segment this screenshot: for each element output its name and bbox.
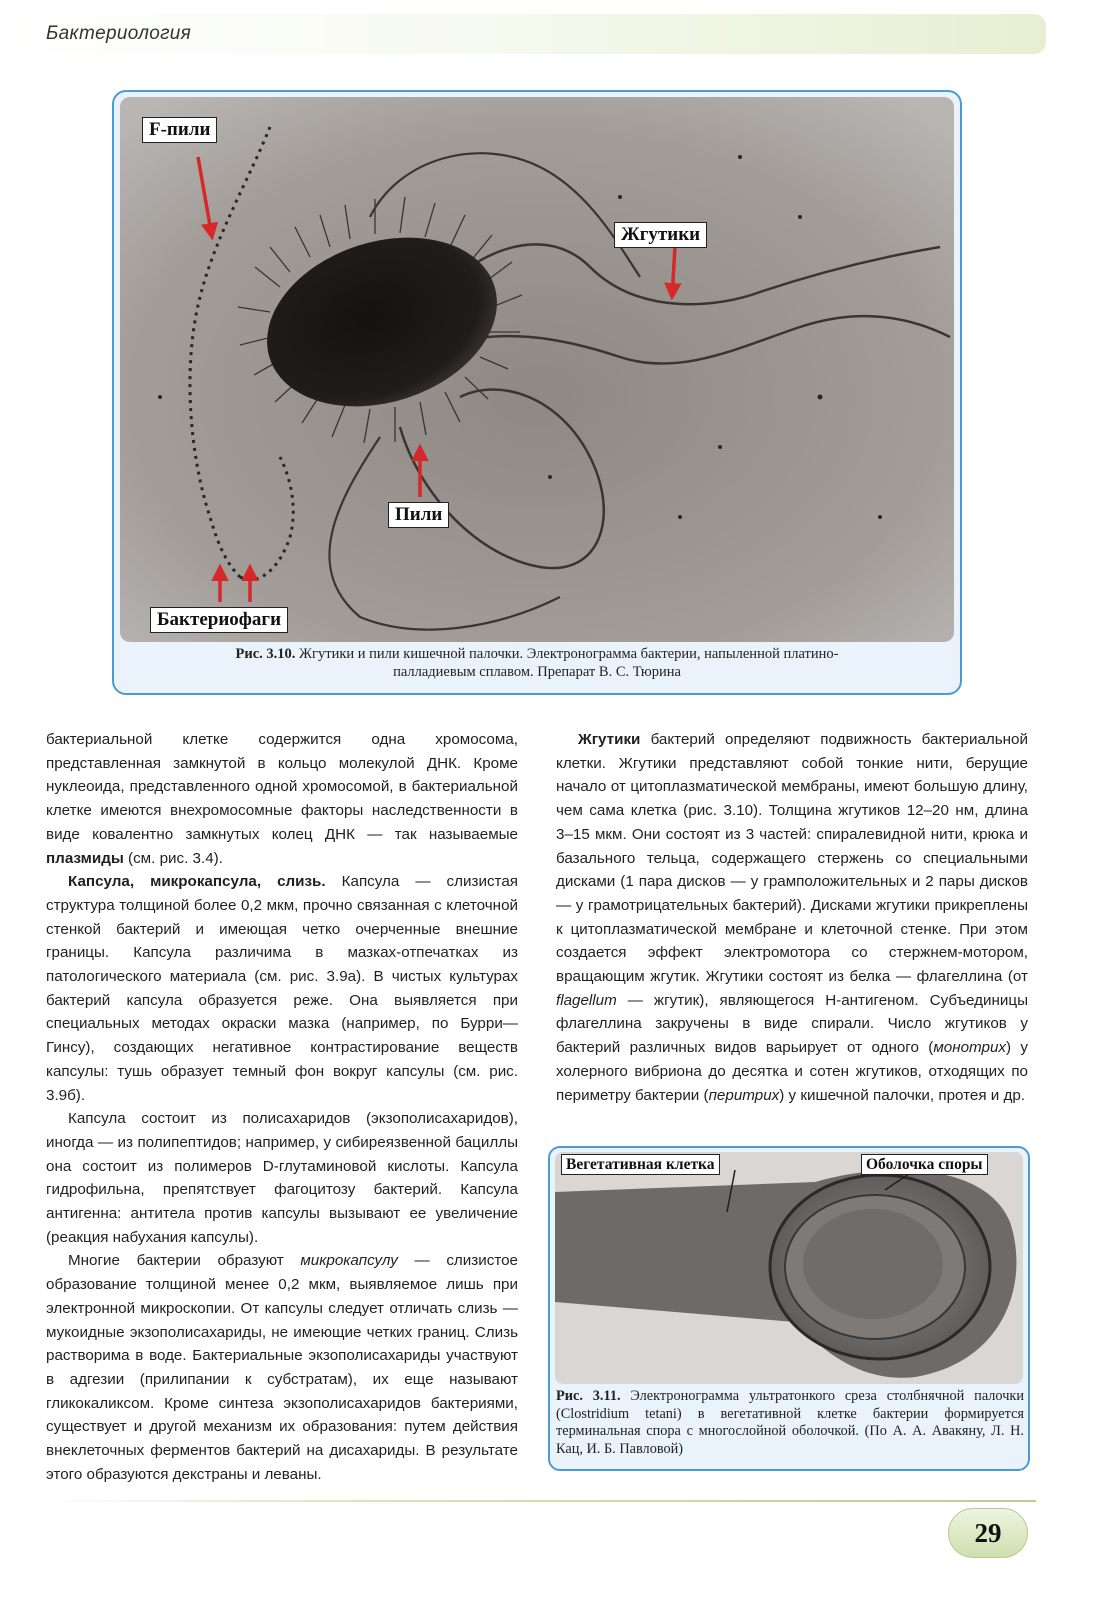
figure-3-10-caption [124, 645, 950, 681]
term-flagella: Жгутики [578, 731, 641, 748]
term-plasmids: плазмиды [46, 849, 124, 867]
caption-text: Электронограмма ультратонкого среза столбнячной палочки (Clostridium tetani) в вегетативной клетке бактерии формируется терминальная спора с многослойной оболочкой. (По А. А. Авакяну, Л. Н. Кац, И. Б. Павловой) [556, 1388, 1024, 1457]
label-f-pili: F-пили [142, 117, 217, 143]
paragraph [46, 1249, 518, 1486]
text: Капсула — слизистая структура толщиной более 0,2 мкм, прочно связанная с клеточной стенкой бактерий и имеющая четко очерченные внешние границы. Капсула различима в мазках-отпечатках из патологического материала (см. рис. 3.9а). В чистых культурах бактерий капсула образуется реже. Она выявляется при специальных методах окраски мазка (например, по Бурри—Гинсу), создающих негативное контрастирование веществ капсулы: тушь образует темный фон вокруг капсулы (см. рис. 3.9б). [46, 873, 518, 1104]
text: ) у холерного вибриона до десятка и сотен жгутиков, отходящих по периметру бактерии ( [556, 1039, 1029, 1104]
footer-rule [46, 1500, 1036, 1502]
paragraph: Капсула состоит из полисахаридов (экзополисахаридов), иногда — из полипептидов; например, у сибиреязвенной бациллы она состоит из полимеров D-глутаминовой кислоты. Капсула гидрофильна, препятствует фагоцитозу бактерий. Капсула антигенна: антитела против капсулы вызывают ее увеличение (реакция набухания капсулы). [46, 1110, 518, 1246]
electron-micrograph-ecoli [120, 97, 954, 642]
term-peritrich: перитрих [708, 1086, 780, 1104]
paragraph [556, 728, 1028, 1107]
figure-3-11 [548, 1146, 1030, 1471]
caption-line-2: палладиевым сплавом. Препарат В. С. Тюрина [393, 664, 681, 680]
label-vegetative-cell: Вегетативная клетка [561, 1154, 720, 1175]
figure-3-10 [112, 90, 962, 695]
paragraph [46, 728, 518, 870]
caption-line-1: Жгутики и пили кишечной палочки. Электронограмма бактерии, напыленной платино- [299, 646, 839, 662]
electron-micrograph-clostridium [555, 1152, 1023, 1384]
text: — жгутик), являющегося Н-антигеном. Субъединицы флагеллина закручены в виде спирали. Число жгутиков у бактерий различных видов варьирует от одного ( [556, 991, 1028, 1057]
text: — слизистое образование толщиной менее 0,2 мкм, выявляемое лишь при электронной микроскопии. От капсулы следует отличать слизь — мукоидные экзополисахариды, не имеющие четких границ. Слизь растворима в воде. Бактериальные экзополисахариды участвуют в адгезии (прилипании к субстратам), их еще называют гликокаликсом. Кроме синтеза экзополисахаридов бактериями, существует и другой механизм их образования: путем действия внеклеточных ферментов бактерий на дисахариды. В результате этого образуются декстраны и леваны. [46, 1252, 518, 1483]
right-text-column [556, 728, 1028, 1107]
text: Многие бактерии образуют [68, 1252, 301, 1270]
section-heading-capsule: Капсула, микрокапсула, слизь. [68, 873, 326, 891]
term-flagellum: flagellum [556, 991, 617, 1009]
running-title: Бактериология [46, 23, 192, 44]
term-microcapsule: микрокапсулу [300, 1252, 398, 1270]
label-bacteriophages: Бактериофаги [150, 607, 288, 633]
left-text-column [46, 728, 518, 1487]
figure-3-11-caption [556, 1388, 1024, 1458]
text: бактериальной клетке содержится одна хромосома, представленная замкнутой в кольцо молекулой ДНК. Кроме нуклеоида, представленного одной хромосомой, в бактериальной клетке имеются внехромосомные факторы наследственности в виде ковалентно замкнутых колец ДНК — так называемые [46, 731, 518, 843]
caption-number: Рис. 3.11. [556, 1388, 621, 1404]
label-pili: Пили [388, 502, 449, 528]
label-spore-coat: Оболочка споры [861, 1154, 988, 1175]
caption-number: Рис. 3.10. [235, 646, 296, 662]
page-header [0, 14, 1096, 54]
term-monotrich: монотрих [933, 1039, 1006, 1057]
text: ) у кишечной палочки, протея и др. [779, 1086, 1026, 1104]
label-flagella: Жгутики [614, 222, 707, 248]
text: (см. рис. 3.4). [123, 849, 223, 867]
paragraph [46, 870, 518, 1107]
page-number: 29 [948, 1508, 1028, 1558]
text: бактерий определяют подвижность бактериальной клетки. Жгутики представляют собой тонкие нити, берущие начало от цитоплазматической мембраны, имеют большую длину, чем сама клетка (рис. 3.10). Толщина жгутиков 12–20 нм, длина 3–15 мкм. Они состоят из 3 частей: спиралевидной нити, крюка и базального тельца, содержащего стержень со специальными дисками (1 пара дисков — у грамположительных и 2 пары дисков — у грамотрицательных бактерий). Дисками жгутики прикреплены к цитоплазматической мембране и клеточной стенке. При этом создается эффект электромотора со стержнем-мотором, вращающим жгутик. Жгутики состоят из белка — флагеллина (от [556, 731, 1028, 986]
